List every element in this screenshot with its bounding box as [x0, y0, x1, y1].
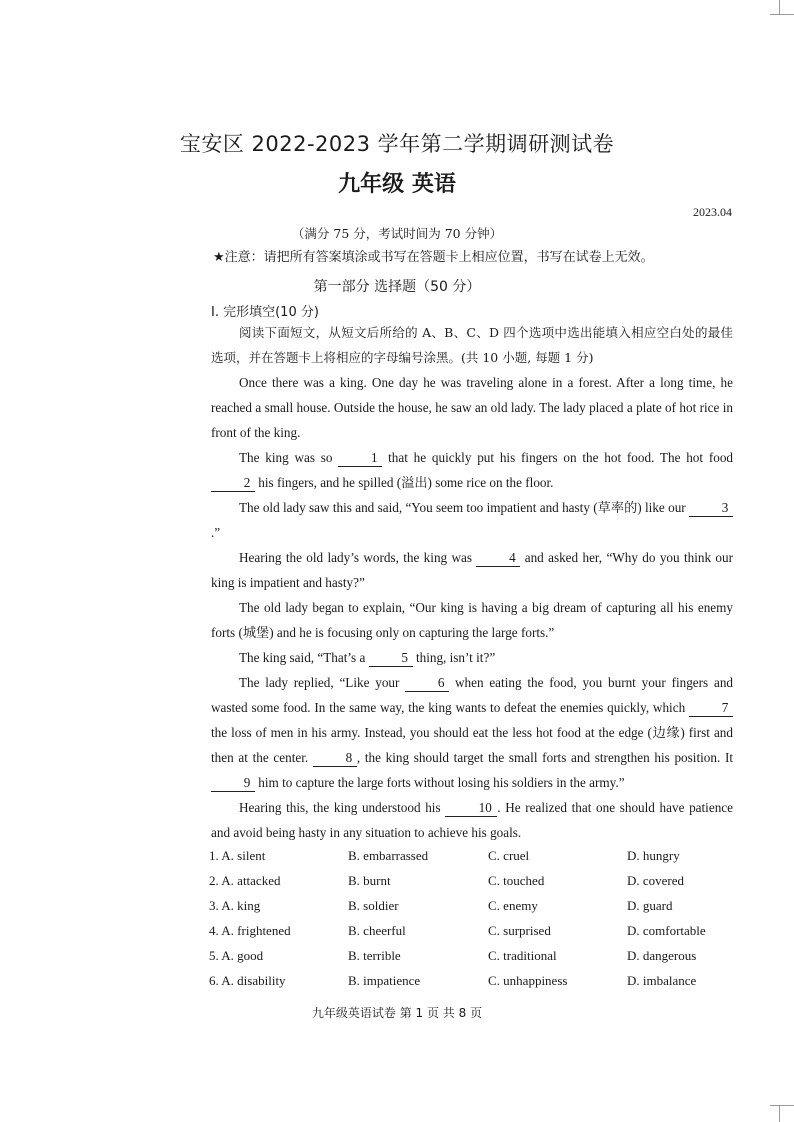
crop-mark-top: [779, 0, 780, 14]
option: D. hungry: [627, 848, 680, 863]
paragraph-8: Hearing this, the king understood his 10 . He realized that one should have patience and avoid being hasty in any situation to achieve his goals.: [211, 800, 734, 840]
option-row: [209, 948, 749, 973]
option: 6. A. disability: [209, 973, 286, 988]
crop-mark-bottom-h: [770, 1105, 794, 1106]
blank-6: 6: [405, 675, 449, 692]
part-title: 第一部分 选择题（50 分）: [313, 279, 481, 295]
blank-2: 2: [211, 475, 255, 492]
passage: [211, 320, 733, 845]
option: B. impatience: [348, 973, 421, 988]
option-row: [209, 848, 749, 873]
notice: ★注意：请把所有答案填涂或书写在答题卡上相应位置，书写在试卷上无效。: [213, 250, 654, 265]
option: 1. A. silent: [209, 848, 266, 863]
option: 5. A. good: [209, 948, 264, 963]
page-title: 宝安区 2022-2023 学年第二学期调研测试卷: [179, 132, 615, 156]
option: B. soldier: [348, 898, 399, 913]
option: 2. A. attacked: [209, 873, 281, 888]
option-row: [209, 873, 749, 898]
blank-7: 7: [689, 700, 733, 717]
option-row: [209, 923, 749, 948]
option-row: [209, 898, 749, 923]
option: 3. A. king: [209, 898, 261, 913]
option: D. dangerous: [627, 948, 697, 963]
paragraph-4: Hearing the old lady’s words, the king was 4 and asked her, “Why do you think our king is impatient and hasty?”: [211, 550, 733, 590]
paragraph-5: The old lady began to explain, “Our king is having a big dream of capturing all his enemy forts (城堡) and he is focusing only on capturing the large forts.”: [211, 600, 733, 640]
option: D. imbalance: [627, 973, 697, 988]
blank-10: 10: [445, 800, 497, 817]
option: C. cruel: [488, 848, 530, 863]
instructions: 阅读下面短文，从短文后所给的 A、B、C、D 四个选项中选出能填入相应空白处的最佳选项，并在答题卡上将相应的字母编号涂黑。(共 10 小题, 每题 1 分): [211, 325, 733, 365]
exam-date: 2023.04: [693, 205, 732, 219]
option: 4. A. frightened: [209, 923, 291, 938]
option: D. comfortable: [627, 923, 706, 938]
option: B. burnt: [348, 873, 391, 888]
paragraph-3: The old lady saw this and said, “You seem too impatient and hasty (草率的) like our 3.”: [211, 495, 733, 545]
option: B. terrible: [348, 948, 401, 963]
option: C. touched: [488, 873, 545, 888]
option: B. embarrassed: [348, 848, 429, 863]
options-list: [209, 848, 749, 998]
page-subtitle: 九年级 英语: [338, 172, 456, 197]
blank-1: 1: [338, 450, 382, 467]
blank-8: 8: [313, 750, 357, 767]
blank-4: 4: [476, 550, 520, 567]
section-title: I. 完形填空(10 分): [211, 305, 319, 320]
option-row: [209, 973, 749, 998]
paragraph-7: The lady replied, “Like your 6 when eating the food, you burnt your fingers and wasted some food. In the same way, the king wants to defeat the enemies quickly, which 7 the loss of men in his army. Instead, you should eat the less hot food at the edge (边缘) first and then at the center. 8 , the king should target the small forts and strengthen his position. It 9 him to capture the large forts without losing his soldiers in the army.”: [211, 675, 734, 790]
option: C. unhappiness: [488, 973, 568, 988]
option: D. guard: [627, 898, 673, 913]
blank-9: 9: [211, 775, 255, 792]
crop-mark-top-h: [770, 14, 794, 15]
paragraph-1: Once there was a king. One day he was traveling alone in a forest. After a long time, he reached a small house. Outside the house, he saw an old lady. The lady placed a plate of hot rice in front of the king.: [211, 375, 733, 440]
option: C. traditional: [488, 948, 557, 963]
score-note: （满分 75 分，考试时间为 70 分钟）: [291, 226, 503, 241]
blank-5: 5: [369, 650, 413, 667]
blank-3: 3: [689, 500, 733, 517]
option: C. surprised: [488, 923, 551, 938]
page-footer: 九年级英语试卷 第 1 页 共 8 页: [311, 1006, 483, 1020]
option: D. covered: [627, 873, 685, 888]
option: C. enemy: [488, 898, 538, 913]
crop-mark-bottom: [779, 1106, 780, 1122]
option: B. cheerful: [348, 923, 406, 938]
paragraph-2: The king was so 1 that he quickly put his fingers on the hot food. The hot food 2 his fingers, and he spilled (溢出) some rice on the floor.: [211, 445, 733, 495]
paragraph-6: The king said, “That’s a 5 thing, isn’t it?”: [239, 650, 496, 665]
